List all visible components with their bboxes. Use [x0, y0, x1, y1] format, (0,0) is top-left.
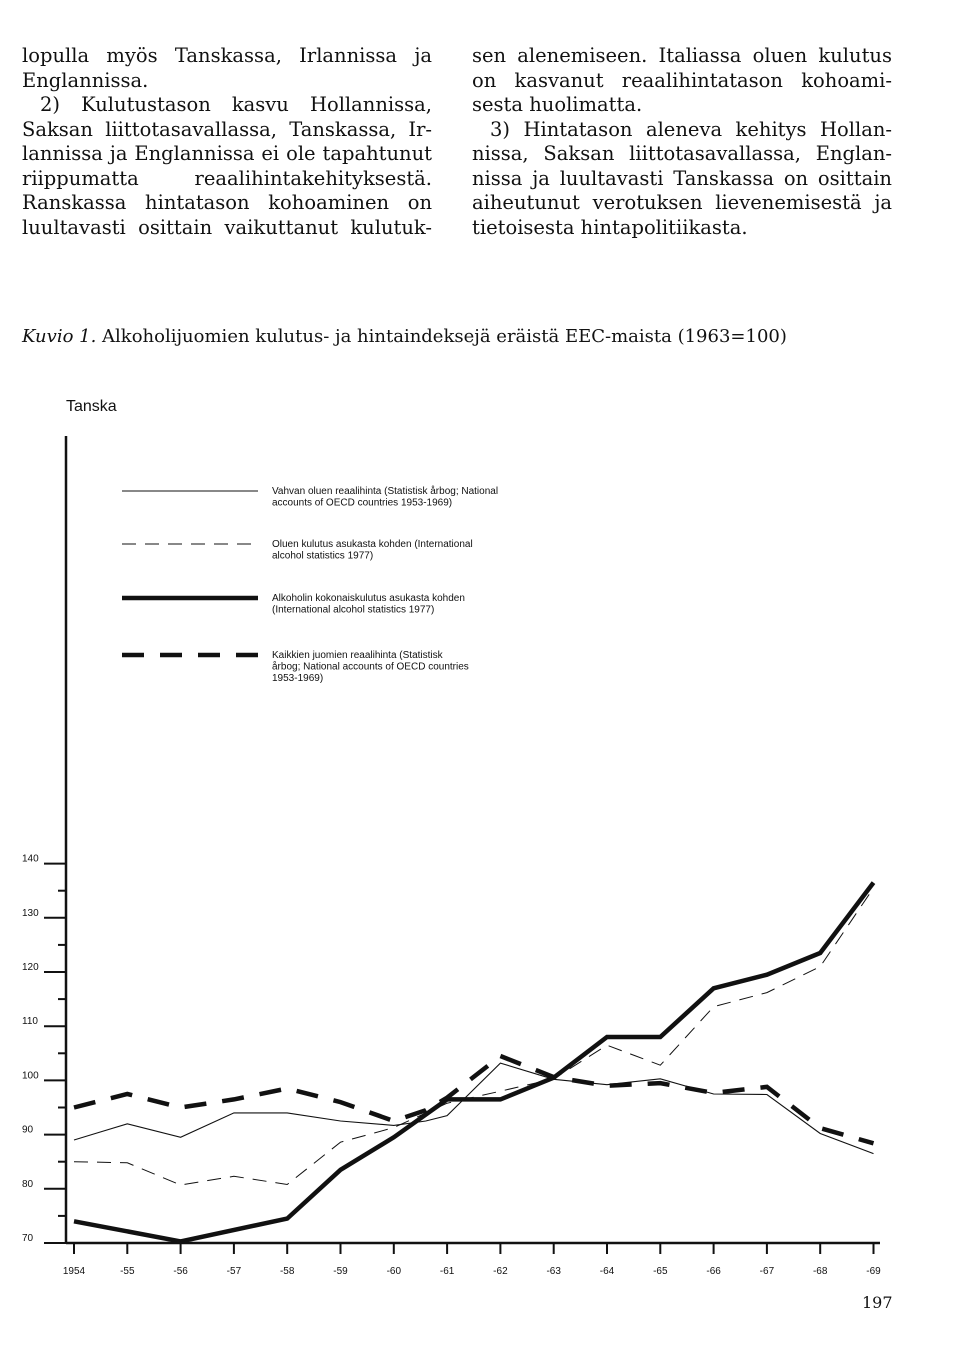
x-tick-label: -60 [386, 1266, 402, 1277]
y-tick-label: 70 [22, 1233, 34, 1244]
legend-entry-1: Vahvan oluen reaalihinta (Statistisk årbog; National [272, 486, 499, 497]
legend-entry-2: Oluen kulutus asukasta kohden (International [272, 539, 473, 550]
figure-caption-label: Kuvio 1. [22, 326, 97, 347]
x-tick-label: -63 [546, 1266, 561, 1277]
text-line: Englannissa. [22, 68, 149, 92]
x-tick-label: -58 [279, 1266, 295, 1277]
text-line: 2) Kulutustason kasvu Hollannissa, [40, 93, 432, 116]
series-line-3 [74, 883, 874, 1242]
legend-entry-4: Kaikkien juomien reaalihinta (Statistisk [272, 650, 443, 661]
text-line: aiheutunut verotuksen lievenemisestä ja [472, 191, 892, 214]
page-number: 197 [862, 1293, 893, 1312]
text-line: Ranskassa hintatason kohoaminen on [22, 191, 432, 214]
legend-entry-1: accounts of OECD countries 1953-1969) [272, 497, 453, 509]
x-tick-label: -67 [759, 1266, 775, 1277]
text-line: luultavasti osittain vaikuttanut kulutuk- [22, 215, 432, 239]
x-tick-label: -68 [812, 1266, 828, 1277]
chart-country-label: Tanska [66, 398, 117, 415]
x-tick-label: -66 [706, 1266, 721, 1277]
text-line: nissa ja luultavasti Tanskassa on osittain [472, 166, 892, 190]
y-tick-label: 130 [22, 907, 39, 919]
text-line: sesta huolimatta. [472, 93, 643, 116]
x-tick-label: -62 [493, 1266, 508, 1277]
series-line-2 [74, 888, 874, 1185]
x-tick-label: -64 [599, 1266, 615, 1277]
legend-entry-4: 1953-1969) [272, 673, 324, 684]
x-tick-label: 1954 [62, 1266, 86, 1277]
x-tick-label: -56 [173, 1266, 188, 1277]
text-line: on kasvanut reaalihintatason kohoami- [472, 68, 892, 92]
text-line: 3) Hintatason aleneva kehitys Hollan- [490, 117, 892, 141]
x-tick-label: -65 [653, 1266, 668, 1277]
x-tick-label: -59 [333, 1266, 348, 1277]
text-line: Saksan liittotasavallassa, Tanskassa, Ir- [22, 117, 432, 141]
y-tick-label: 140 [22, 853, 39, 865]
text-line: lopulla myös Tanskassa, Irlannissa ja [22, 44, 432, 67]
x-tick-label: -69 [866, 1266, 881, 1277]
legend-entry-3: Alkoholin kokonaiskulutus asukasta kohden [272, 593, 465, 604]
x-tick-label: -57 [226, 1266, 242, 1277]
y-tick-label: 80 [22, 1178, 34, 1190]
text-line: riippumatta reaalihintakehityksestä. [22, 166, 432, 190]
text-line: nissa, Saksan liittotasavallassa, Englan- [472, 142, 892, 165]
x-tick-label: -61 [439, 1266, 455, 1277]
legend-entry-3: (International alcohol statistics 1977) [272, 604, 435, 616]
text-line: tietoisesta hintapolitiikasta. [472, 215, 748, 239]
text-line: sen alenemiseen. Italiassa oluen kulutus [472, 44, 892, 67]
figure-caption-text: Alkoholijuomien kulutus- ja hintaindeksejä eräistä EEC-maista (1963=100) [96, 326, 787, 347]
x-tick-label: -55 [120, 1266, 135, 1277]
y-tick-label: 90 [22, 1124, 34, 1136]
legend-entry-4: årbog; National accounts of OECD countries [272, 661, 469, 673]
y-tick-label: 100 [22, 1070, 39, 1082]
y-tick-label: 110 [22, 1016, 38, 1028]
text-line: lannissa ja Englannissa ei ole tapahtunut [22, 142, 432, 165]
y-tick-label: 120 [22, 962, 39, 973]
legend-entry-2: alcohol statistics 1977) [272, 550, 374, 562]
